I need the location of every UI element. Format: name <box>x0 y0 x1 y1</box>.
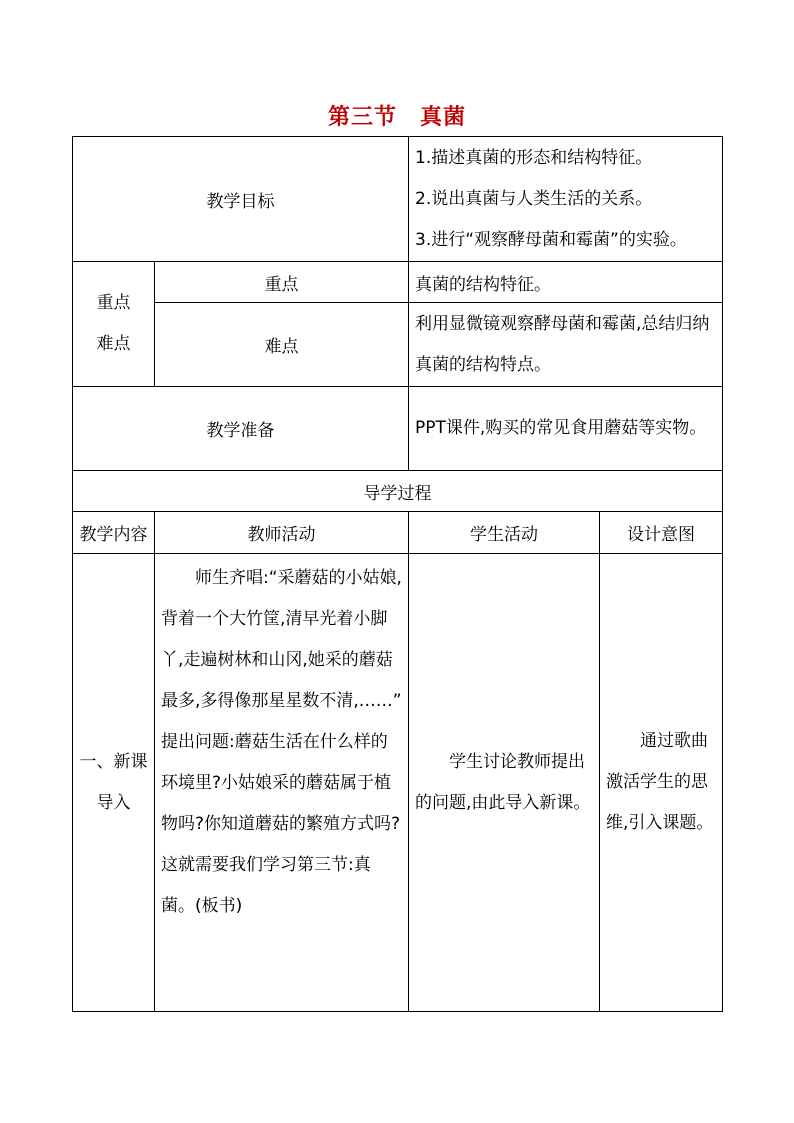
header-teacher: 教师活动 <box>155 512 409 554</box>
intro-row <box>73 554 723 1012</box>
objective-item: 1.描述真菌的形态和结构特征。 <box>415 147 653 168</box>
lesson-plan-table <box>72 136 723 1012</box>
objectives-cell <box>409 137 723 262</box>
difficult-point-row <box>73 303 723 387</box>
header-student: 学生活动 <box>409 512 600 554</box>
key-difficult-label <box>73 262 155 387</box>
design-intent: 通过歌曲激活学生的思维,引入课题。 <box>600 554 723 1012</box>
difficult-point-label: 难点 <box>155 303 409 387</box>
difficult-point-text: 利用显微镜观察酵母菌和霉菌,总结归纳真菌的结构特点。 <box>409 303 723 387</box>
student-activity: 学生讨论教师提出的问题,由此导入新课。 <box>409 554 600 1012</box>
process-title: 导学过程 <box>73 471 723 512</box>
teacher-question: 提出问题:蘑菇生活在什么样的环境里?小姑娘采的蘑菇属于植物吗?你知道蘑菇的繁殖方式吗? <box>161 732 401 834</box>
key-point-text: 真菌的结构特征。 <box>409 262 723 303</box>
teacher-song: 师生齐唱:“采蘑菇的小姑娘,背着一个大竹筐,清早光着小脚丫,走遍树林和山冈,她采的蘑菇最多,多得像那星星数不清,……” <box>161 568 402 711</box>
header-content: 教学内容 <box>73 512 155 554</box>
objectives-row <box>73 137 723 262</box>
teacher-activity <box>155 554 409 1012</box>
teacher-intro: 这就需要我们学习第三节:真菌。(板书) <box>161 855 371 916</box>
objective-item: 3.进行“观察酵母菌和霉菌”的实验。 <box>415 229 687 250</box>
intro-content: 一、新课导入 <box>73 554 155 1012</box>
key-difficult-label-line1: 重点 <box>96 293 131 313</box>
header-intent: 设计意图 <box>600 512 723 554</box>
objective-item: 2.说出真菌与人类生活的关系。 <box>415 188 653 209</box>
process-header-row <box>73 512 723 554</box>
key-difficult-label-line2: 难点 <box>96 334 131 354</box>
objectives-label: 教学目标 <box>73 137 409 262</box>
preparation-label: 教学准备 <box>73 387 409 471</box>
page-title: 第三节 真菌 <box>327 105 466 130</box>
key-point-row <box>73 262 723 303</box>
preparation-row <box>73 387 723 471</box>
key-point-label: 重点 <box>155 262 409 303</box>
process-title-row <box>73 471 723 512</box>
preparation-text: PPT课件,购买的常见食用蘑菇等实物。 <box>409 387 723 471</box>
